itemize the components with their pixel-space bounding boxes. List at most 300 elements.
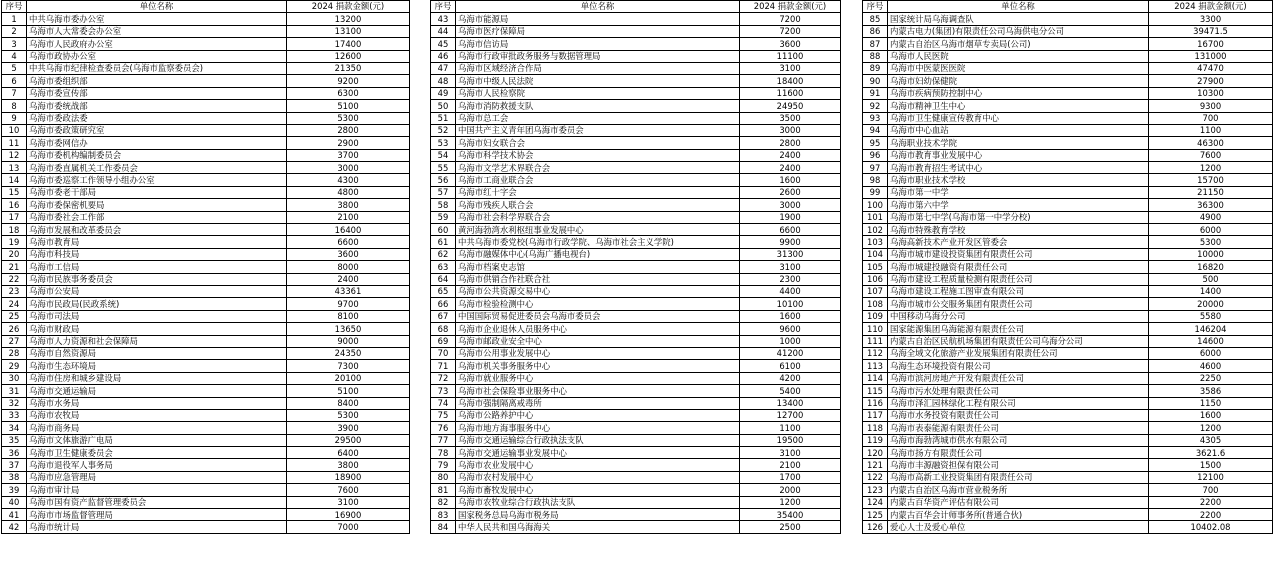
donation-amount: 19500 — [740, 434, 841, 446]
donation-amount: 131000 — [1149, 50, 1273, 62]
unit-name: 乌海市委统战部 — [27, 100, 287, 112]
unit-name: 乌海市财政局 — [27, 323, 287, 335]
table-row — [863, 471, 1273, 483]
unit-name: 乌海市卫生健康宣传教育中心 — [888, 112, 1149, 124]
table-row — [431, 149, 841, 161]
unit-name: 乌海市邮政业安全中心 — [456, 335, 740, 347]
unit-name: 乌海市农牧业综合行政执法支队 — [456, 496, 740, 508]
unit-name: 乌海市第七中学(乌海市第一中学分校) — [888, 211, 1149, 223]
unit-name: 乌海市水务局 — [27, 397, 287, 409]
donation-amount: 27900 — [1149, 75, 1273, 87]
unit-name: 乌海市第一中学 — [888, 186, 1149, 198]
donation-amount: 3000 — [287, 162, 410, 174]
row-number: 66 — [431, 298, 456, 310]
table-row — [431, 459, 841, 471]
row-number: 96 — [863, 149, 888, 161]
donation-amount: 1150 — [1149, 397, 1273, 409]
header-amount: 2024 捐款金额(元) — [740, 1, 841, 13]
donation-amount: 3100 — [740, 261, 841, 273]
donation-amount: 29500 — [287, 434, 410, 446]
table-row — [2, 261, 410, 273]
donation-amount: 1100 — [1149, 124, 1273, 136]
unit-name: 乌海市政协办公室 — [27, 50, 287, 62]
table-row — [2, 100, 410, 112]
unit-name: 乌海市人大常委会办公室 — [27, 25, 287, 37]
unit-name: 乌海市卫生健康委员会 — [27, 447, 287, 459]
donation-amount: 10402.08 — [1149, 521, 1273, 533]
unit-name: 乌海市委网信办 — [27, 137, 287, 149]
unit-name: 内蒙古电力(集团)有限责任公司乌海供电分公司 — [888, 25, 1149, 37]
unit-name: 乌海市公路养护中心 — [456, 409, 740, 421]
row-number: 121 — [863, 459, 888, 471]
donation-amount: 1600 — [740, 174, 841, 186]
header-row — [431, 1, 841, 13]
donation-amount: 6000 — [1149, 347, 1273, 359]
table-row — [431, 199, 841, 211]
unit-name: 乌海市教育招生考试中心 — [888, 162, 1149, 174]
donation-amount: 1400 — [1149, 285, 1273, 297]
unit-name: 内蒙古百华资产评估有限公司 — [888, 496, 1149, 508]
unit-name: 乌海市教育事业发展中心 — [888, 149, 1149, 161]
unit-name: 乌海市人民政府办公室 — [27, 38, 287, 50]
row-number: 53 — [431, 137, 456, 149]
unit-name: 乌海市人民医院 — [888, 50, 1149, 62]
donation-amount: 9300 — [1149, 100, 1273, 112]
row-number: 76 — [431, 422, 456, 434]
row-number: 73 — [431, 385, 456, 397]
unit-name: 中共乌海市纪律检查委员会(乌海市监察委员会) — [27, 62, 287, 74]
table-row — [431, 385, 841, 397]
donation-amount: 16820 — [1149, 261, 1273, 273]
donation-amount: 2800 — [740, 137, 841, 149]
unit-name: 内蒙古自治区乌海市烟草专卖局(公司) — [888, 38, 1149, 50]
header-amount: 2024 捐款金额(元) — [287, 1, 410, 13]
donation-amount: 9700 — [287, 298, 410, 310]
unit-name: 乌海市委社会工作部 — [27, 211, 287, 223]
donation-amount: 2200 — [1149, 509, 1273, 521]
donation-amount: 16400 — [287, 224, 410, 236]
unit-name: 中华人民共和国乌海海关 — [456, 521, 740, 533]
table-row — [2, 310, 410, 322]
table-row — [2, 397, 410, 409]
row-number: 83 — [431, 509, 456, 521]
table-row — [863, 162, 1273, 174]
donation-amount: 4900 — [1149, 211, 1273, 223]
row-number: 50 — [431, 100, 456, 112]
unit-name: 内蒙古自治区民航机场集团有限责任公司乌海分公司 — [888, 335, 1149, 347]
donation-amount: 5100 — [287, 385, 410, 397]
table-row — [863, 100, 1273, 112]
unit-name: 乌海市中医蒙医医院 — [888, 62, 1149, 74]
row-number: 11 — [2, 137, 27, 149]
table-row — [863, 261, 1273, 273]
row-number: 67 — [431, 310, 456, 322]
table-row — [863, 422, 1273, 434]
donation-amount: 47470 — [1149, 62, 1273, 74]
donation-amount: 2600 — [740, 186, 841, 198]
row-number: 125 — [863, 509, 888, 521]
unit-name: 乌海市融媒体中心(乌海广播电视台) — [456, 248, 740, 260]
table-row — [2, 521, 410, 533]
donation-amount: 21350 — [287, 62, 410, 74]
table-row — [2, 186, 410, 198]
unit-name: 乌海市第六中学 — [888, 199, 1149, 211]
table-row — [2, 149, 410, 161]
row-number: 3 — [2, 38, 27, 50]
row-number: 105 — [863, 261, 888, 273]
unit-name: 乌海市教育局 — [27, 236, 287, 248]
row-number: 93 — [863, 112, 888, 124]
table-row — [431, 75, 841, 87]
donation-amount: 3000 — [740, 199, 841, 211]
table-row — [431, 509, 841, 521]
table-row — [431, 285, 841, 297]
unit-name: 乌海市区域经济合作局 — [456, 62, 740, 74]
unit-name: 乌海市疾病预防控制中心 — [888, 87, 1149, 99]
unit-name: 乌海市交通运输综合行政执法支队 — [456, 434, 740, 446]
row-number: 16 — [2, 199, 27, 211]
row-number: 61 — [431, 236, 456, 248]
donation-amount: 6000 — [1149, 224, 1273, 236]
table-row — [863, 285, 1273, 297]
row-number: 104 — [863, 248, 888, 260]
donation-table-3 — [862, 0, 1273, 534]
donation-amount: 43361 — [287, 285, 410, 297]
unit-name: 中国移动乌海分公司 — [888, 310, 1149, 322]
row-number: 103 — [863, 236, 888, 248]
unit-name: 乌海市公用事业发展中心 — [456, 347, 740, 359]
unit-name: 乌海市委宣传部 — [27, 87, 287, 99]
unit-name: 乌海市委保密机要局 — [27, 199, 287, 211]
table-row — [863, 38, 1273, 50]
table-row — [2, 385, 410, 397]
table-row — [431, 112, 841, 124]
donation-amount: 13100 — [287, 25, 410, 37]
table-row — [863, 484, 1273, 496]
table-row — [2, 174, 410, 186]
table-row — [863, 521, 1273, 533]
row-number: 99 — [863, 186, 888, 198]
unit-name: 乌海市生态环境局 — [27, 360, 287, 372]
unit-name: 乌海市水务投资有限责任公司 — [888, 409, 1149, 421]
table-row — [2, 87, 410, 99]
unit-name: 乌海市委老干部局 — [27, 186, 287, 198]
row-number: 55 — [431, 162, 456, 174]
unit-name: 乌海市企业退休人员服务中心 — [456, 323, 740, 335]
row-number: 51 — [431, 112, 456, 124]
unit-name: 爱心人士及爱心单位 — [888, 521, 1149, 533]
table-row — [2, 38, 410, 50]
row-number: 17 — [2, 211, 27, 223]
row-number: 92 — [863, 100, 888, 112]
table-row — [2, 422, 410, 434]
table-row — [863, 310, 1273, 322]
donation-amount: 2500 — [740, 521, 841, 533]
row-number: 43 — [431, 13, 456, 25]
header-name: 单位名称 — [27, 1, 287, 13]
unit-name: 乌海市住房和城乡建设局 — [27, 372, 287, 384]
donation-amount: 1600 — [740, 310, 841, 322]
row-number: 37 — [2, 459, 27, 471]
table-row — [2, 112, 410, 124]
row-number: 28 — [2, 347, 27, 359]
row-number: 112 — [863, 347, 888, 359]
row-number: 120 — [863, 447, 888, 459]
row-number: 59 — [431, 211, 456, 223]
unit-name: 乌海市社会保险事业服务中心 — [456, 385, 740, 397]
row-number: 54 — [431, 149, 456, 161]
donation-amount: 3600 — [287, 248, 410, 260]
row-number: 26 — [2, 323, 27, 335]
unit-name: 乌海市城市建设投资集团有限责任公司 — [888, 248, 1149, 260]
row-number: 25 — [2, 310, 27, 322]
row-number: 95 — [863, 137, 888, 149]
row-number: 72 — [431, 372, 456, 384]
row-number: 70 — [431, 347, 456, 359]
table-row — [2, 372, 410, 384]
donation-amount: 12600 — [287, 50, 410, 62]
donation-amount: 1700 — [740, 471, 841, 483]
donation-amount: 3700 — [287, 149, 410, 161]
table-row — [2, 75, 410, 87]
donation-amount: 16900 — [287, 509, 410, 521]
donation-amount: 3800 — [287, 199, 410, 211]
table-row — [863, 186, 1273, 198]
table-row — [431, 248, 841, 260]
row-number: 101 — [863, 211, 888, 223]
row-number: 8 — [2, 100, 27, 112]
donation-amount: 146204 — [1149, 323, 1273, 335]
row-number: 34 — [2, 422, 27, 434]
table-row — [431, 434, 841, 446]
unit-name: 乌海市信访局 — [456, 38, 740, 50]
unit-name: 乌海市行政审批政务服务与数据管理局 — [456, 50, 740, 62]
unit-name: 乌海市妇幼保健院 — [888, 75, 1149, 87]
table-row — [863, 25, 1273, 37]
donation-amount: 4305 — [1149, 434, 1273, 446]
table-row — [863, 409, 1273, 421]
table-row — [2, 248, 410, 260]
row-number: 111 — [863, 335, 888, 347]
donation-amount: 3586 — [1149, 385, 1273, 397]
unit-name: 内蒙古自治区乌海市营业税务所 — [888, 484, 1149, 496]
table-row — [863, 13, 1273, 25]
donation-amount: 7600 — [1149, 149, 1273, 161]
donation-amount: 700 — [1149, 484, 1273, 496]
unit-name: 乌海市委巡察工作领导小组办公室 — [27, 174, 287, 186]
table-row — [2, 335, 410, 347]
table-row — [863, 149, 1273, 161]
row-number: 21 — [2, 261, 27, 273]
donation-amount: 18400 — [740, 75, 841, 87]
unit-name: 中共乌海市委党校(乌海市行政学院、乌海市社会主义学院) — [456, 236, 740, 248]
row-number: 118 — [863, 422, 888, 434]
donation-amount: 14600 — [1149, 335, 1273, 347]
donation-amount: 700 — [1149, 112, 1273, 124]
unit-name: 乌海市机关事务服务中心 — [456, 360, 740, 372]
donation-amount: 8100 — [287, 310, 410, 322]
unit-name: 乌海市公共资源交易中心 — [456, 285, 740, 297]
header-no: 序号 — [863, 1, 888, 13]
table-row — [2, 347, 410, 359]
donation-amount: 4600 — [1149, 360, 1273, 372]
table-row — [2, 62, 410, 74]
table-row — [2, 434, 410, 446]
donation-amount: 24950 — [740, 100, 841, 112]
row-number: 12 — [2, 149, 27, 161]
donation-amount: 5100 — [287, 100, 410, 112]
row-number: 109 — [863, 310, 888, 322]
donation-amount: 1000 — [740, 335, 841, 347]
table-row — [863, 434, 1273, 446]
row-number: 31 — [2, 385, 27, 397]
table-row — [863, 273, 1273, 285]
unit-name: 乌海市档案史志馆 — [456, 261, 740, 273]
row-number: 7 — [2, 87, 27, 99]
donation-amount: 1200 — [1149, 422, 1273, 434]
donation-amount: 3800 — [287, 459, 410, 471]
row-number: 52 — [431, 124, 456, 136]
row-number: 126 — [863, 521, 888, 533]
donation-amount: 3500 — [740, 112, 841, 124]
donation-amount: 2900 — [287, 137, 410, 149]
donation-amount: 2100 — [287, 211, 410, 223]
donation-amount: 39471.5 — [1149, 25, 1273, 37]
table-row — [431, 38, 841, 50]
table-row — [431, 298, 841, 310]
unit-name: 黄河海勃湾水利枢纽事业发展中心 — [456, 224, 740, 236]
table-row — [431, 62, 841, 74]
table-row — [431, 521, 841, 533]
table-row — [2, 137, 410, 149]
donation-amount: 8000 — [287, 261, 410, 273]
row-number: 14 — [2, 174, 27, 186]
unit-name: 乌海市特殊教育学校 — [888, 224, 1149, 236]
donation-amount: 21150 — [1149, 186, 1273, 198]
unit-name: 乌海市科学技术协会 — [456, 149, 740, 161]
row-number: 89 — [863, 62, 888, 74]
table-row — [431, 261, 841, 273]
row-number: 9 — [2, 112, 27, 124]
unit-name: 国家税务总局乌海市税务局 — [456, 509, 740, 521]
table-row — [863, 397, 1273, 409]
donation-amount: 2300 — [740, 273, 841, 285]
unit-name: 乌海市文学艺术界联合会 — [456, 162, 740, 174]
unit-name: 乌海市妇女联合会 — [456, 137, 740, 149]
unit-name: 乌海市精神卫生中心 — [888, 100, 1149, 112]
donation-amount: 1900 — [740, 211, 841, 223]
table-row — [863, 224, 1273, 236]
table-row — [431, 186, 841, 198]
row-number: 116 — [863, 397, 888, 409]
donation-amount: 2000 — [740, 484, 841, 496]
donation-table-2 — [430, 0, 841, 534]
donation-amount: 7000 — [287, 521, 410, 533]
row-number: 113 — [863, 360, 888, 372]
row-number: 91 — [863, 87, 888, 99]
table-row — [431, 360, 841, 372]
donation-amount: 3000 — [740, 124, 841, 136]
row-number: 6 — [2, 75, 27, 87]
row-number: 87 — [863, 38, 888, 50]
unit-name: 乌海市城市公交服务集团有限责任公司 — [888, 298, 1149, 310]
row-number: 44 — [431, 25, 456, 37]
donation-amount: 13650 — [287, 323, 410, 335]
row-number: 117 — [863, 409, 888, 421]
unit-name: 国家能源集团乌海能源有限责任公司 — [888, 323, 1149, 335]
table-row — [431, 323, 841, 335]
row-number: 47 — [431, 62, 456, 74]
unit-name: 乌海市中级人民法院 — [456, 75, 740, 87]
unit-name: 乌海全域文化旅游产业发展集团有限责任公司 — [888, 347, 1149, 359]
table-row — [431, 13, 841, 25]
table-row — [2, 484, 410, 496]
row-number: 62 — [431, 248, 456, 260]
row-number: 106 — [863, 273, 888, 285]
unit-name: 乌海市滨河房地产开发有限责任公司 — [888, 372, 1149, 384]
row-number: 5 — [2, 62, 27, 74]
donation-amount: 15700 — [1149, 174, 1273, 186]
donation-amount: 10300 — [1149, 87, 1273, 99]
donation-amount: 7200 — [740, 25, 841, 37]
table-row — [863, 248, 1273, 260]
donation-amount: 2250 — [1149, 372, 1273, 384]
row-number: 35 — [2, 434, 27, 446]
table-row — [2, 298, 410, 310]
donation-amount: 7200 — [740, 13, 841, 25]
table-row — [431, 347, 841, 359]
table-row — [863, 372, 1273, 384]
table-row — [863, 347, 1273, 359]
donation-amount: 4200 — [740, 372, 841, 384]
table-row — [431, 236, 841, 248]
row-number: 57 — [431, 186, 456, 198]
unit-name: 乌海市中心血站 — [888, 124, 1149, 136]
row-number: 56 — [431, 174, 456, 186]
donation-amount: 7600 — [287, 484, 410, 496]
row-number: 49 — [431, 87, 456, 99]
row-number: 86 — [863, 25, 888, 37]
row-number: 80 — [431, 471, 456, 483]
unit-name: 乌海市地方海事服务中心 — [456, 422, 740, 434]
donation-amount: 3300 — [1149, 13, 1273, 25]
unit-name: 乌海市能源局 — [456, 13, 740, 25]
table-row — [2, 471, 410, 483]
row-number: 115 — [863, 385, 888, 397]
donation-amount: 3100 — [740, 62, 841, 74]
table-row — [2, 409, 410, 421]
donation-amount: 13200 — [287, 13, 410, 25]
donation-amount: 10100 — [740, 298, 841, 310]
table-row — [2, 236, 410, 248]
unit-name: 乌海市商务局 — [27, 422, 287, 434]
row-number: 27 — [2, 335, 27, 347]
table-row — [2, 124, 410, 136]
unit-name: 国家统计局乌海调查队 — [888, 13, 1149, 25]
unit-name: 乌海市委组织部 — [27, 75, 287, 87]
donation-amount: 5300 — [287, 112, 410, 124]
donation-amount: 6600 — [740, 224, 841, 236]
unit-name: 乌海市城建投融资有限责任公司 — [888, 261, 1149, 273]
table-row — [863, 199, 1273, 211]
row-number: 74 — [431, 397, 456, 409]
table-row — [863, 211, 1273, 223]
unit-name: 乌海市红十字会 — [456, 186, 740, 198]
row-number: 42 — [2, 521, 27, 533]
table-row — [431, 25, 841, 37]
header-row — [2, 1, 410, 13]
row-number: 110 — [863, 323, 888, 335]
